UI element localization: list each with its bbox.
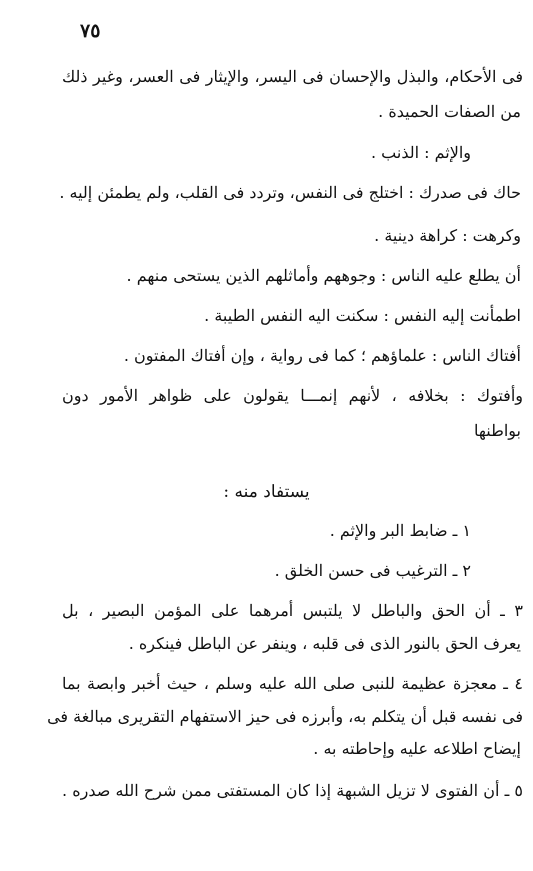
definition-karihta: وكرهت : كراهة دينية . [374, 226, 521, 245]
benefit-3-line-1: ٣ ـ أن الحق والباطل لا يلتبس أمرهما على المؤمن البصير ، بل [62, 601, 523, 620]
paragraph-1-line-2: من الصفات الحميدة . [378, 102, 521, 121]
page-number: ٧٥ [80, 20, 101, 42]
definition-aftaka: أفتاك الناس : علماؤهم ؛ كما فى رواية ، وإن أفتاك المفتون . [123, 346, 521, 365]
definition-aftuka-line-1: وأفتوك : بخلافه ، لأنهم إنمـــا يقولون على ظواهر الأمور دون [62, 386, 523, 405]
paragraph-1-line-1: فى الأحكام، والبذل والإحسان فى اليسر، والإيثار فى العسر، وغير ذلك [62, 67, 523, 86]
definition-aftuka-line-2: بواطنها [474, 421, 521, 440]
benefit-2: ٢ ـ الترغيب فى حسن الخلق . [274, 561, 471, 580]
benefit-4-line-2: فى نفسه قبل أن يتكلم به، وأبرزه فى حيز الاستفهام التقريرى مبالغة فى [47, 707, 523, 726]
benefit-4-line-3: إيضاح اطلاعه عليه وإحاطته به . [313, 739, 521, 758]
definition-sin: والإثم : الذنب . [370, 143, 471, 162]
benefit-3-line-2: يعرف الحق بالنور الذى فى قلبه ، وينفر عن الباطل فينكره . [128, 634, 521, 653]
definition-yattali: أن يطلع عليه الناس : وجوههم وأماثلهم الذين يستحى منهم . [126, 266, 521, 285]
definition-itmaannat: اطمأنت إليه النفس : سكنت اليه النفس الطيبة . [204, 306, 521, 325]
benefit-4-line-1: ٤ ـ معجزة عظيمة للنبى صلى الله عليه وسلم ، حيث أخبر وابصة بما [62, 674, 523, 693]
definition-haka: حاك فى صدرك : اختلج فى النفس، وتردد فى القلب، ولم يطمئن إليه . [59, 183, 521, 202]
benefit-5: ٥ ـ أن الفتوى لا تزيل الشبهة إذا كان المستفتى ممن شرح الله صدره . [62, 781, 524, 800]
section-heading: يستفاد منه : [223, 482, 310, 502]
benefit-1: ١ ـ ضابط البر والإثم . [329, 521, 471, 540]
